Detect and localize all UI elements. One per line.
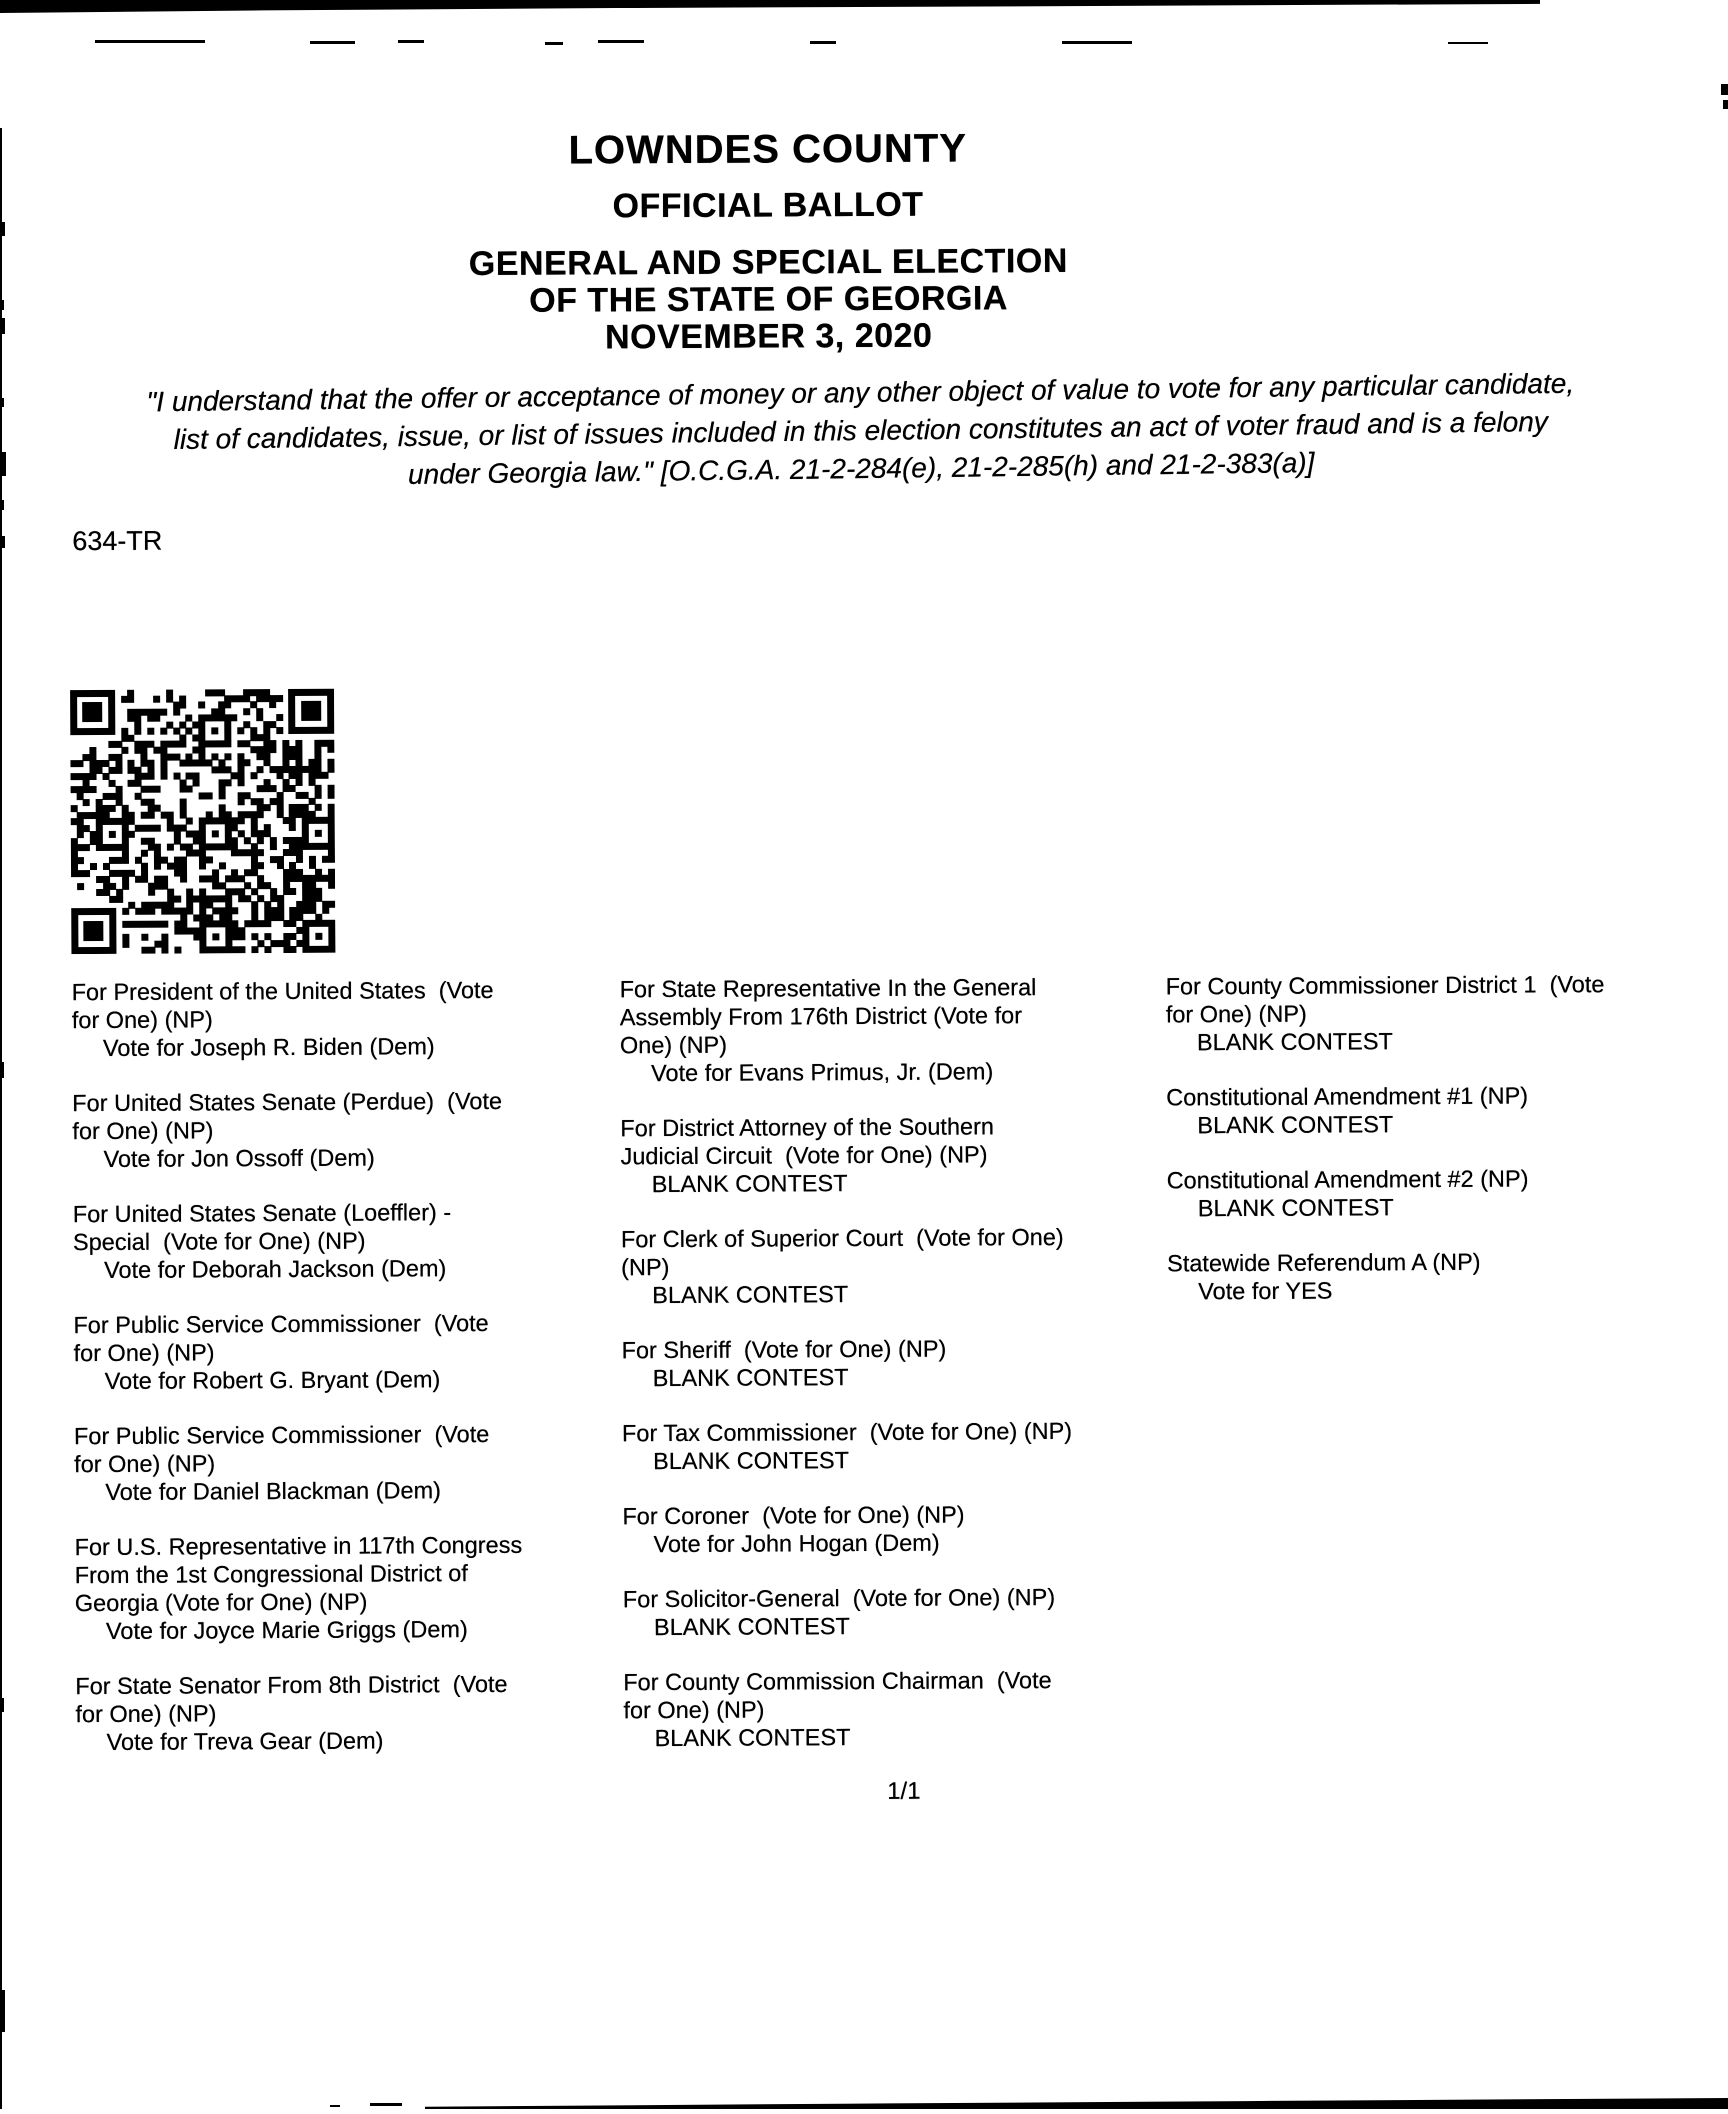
contest-selection: Vote for Evans Primus, Jr. (Dem)	[651, 1058, 994, 1087]
contest-title-line: For Coroner (Vote for One) (NP)	[622, 1501, 965, 1530]
contest-title-line: Special (Vote for One) (NP)	[72, 1227, 366, 1256]
contest-title-line: for One) (NP)	[73, 1339, 215, 1367]
disclaimer-line: "I understand that the offer or acceptance of money or any other object of value to vote for any particular candidate,	[146, 367, 1575, 418]
contest-selection: Vote for Jon Ossoff (Dem)	[103, 1144, 375, 1172]
contest	[622, 1499, 1174, 1558]
contest-selection: Vote for Robert G. Bryant (Dem)	[104, 1366, 441, 1394]
contest-selection: Vote for Joyce Marie Griggs (Dem)	[105, 1616, 468, 1644]
contest-selection: Vote for Treva Gear (Dem)	[106, 1727, 384, 1755]
disclaimer-line: under Georgia law." [O.C.G.A. 21-2-284(e), 21-2-285(h) and 21-2-383(a)]	[407, 447, 1315, 490]
election-title-line: GENERAL AND SPECIAL ELECTION	[468, 241, 1068, 284]
contest-title-line: (NP)	[621, 1254, 670, 1281]
contest-title-line: Constitutional Amendment #2 (NP)	[1166, 1165, 1529, 1194]
contest-title-line: For State Representative In the General	[619, 974, 1037, 1003]
contest-selection: Vote for Deborah Jackson (Dem)	[104, 1255, 447, 1283]
contest	[74, 1419, 630, 1506]
contest-title-line: For State Senator From 8th District (Vote	[75, 1670, 508, 1700]
contest-selection: Vote for Joseph R. Biden (Dem)	[102, 1033, 435, 1061]
contest-selection: BLANK CONTEST	[651, 1170, 848, 1198]
contest	[620, 1111, 1172, 1198]
ballot-type-title: OFFICIAL BALLOT	[612, 185, 924, 226]
contest-selection: BLANK CONTEST	[1197, 1194, 1394, 1222]
ballot-style-code: 634-TR	[72, 525, 163, 557]
contest	[621, 1222, 1173, 1309]
contest-column-3	[1166, 969, 1728, 1332]
contest-selection: BLANK CONTEST	[1196, 1028, 1393, 1056]
contest	[621, 1333, 1173, 1392]
contest-title-line: For Clerk of Superior Court (Vote for One)	[620, 1223, 1064, 1253]
contest-title-line: for One) (NP)	[623, 1696, 765, 1724]
contest	[72, 975, 628, 1062]
contest	[1166, 969, 1728, 1056]
contest-column-1	[72, 975, 632, 1783]
contest-title-line: For Tax Commissioner (Vote for One) (NP)	[621, 1417, 1073, 1447]
contest-selection: BLANK CONTEST	[653, 1447, 850, 1475]
contest-title-line: For Solicitor-General (Vote for One) (NP)	[622, 1584, 1056, 1613]
contest	[622, 1416, 1174, 1475]
contest	[620, 972, 1173, 1087]
contest-title-line: for One) (NP)	[72, 1117, 214, 1145]
contest	[72, 1086, 628, 1173]
contest-title-line: For Sheriff (Vote for One) (NP)	[621, 1335, 947, 1364]
contest-title-line: For Public Service Commissioner (Vote	[73, 1309, 489, 1339]
voter-fraud-disclaimer	[36, 363, 1685, 499]
contest-title-line: For District Attorney of the Southern	[620, 1113, 995, 1142]
contest-title-line: Statewide Referendum A (NP)	[1167, 1248, 1481, 1277]
contest-title-line: For U.S. Representative in 117th Congress	[74, 1531, 523, 1561]
contest-title-line: For United States Senate (Loeffler) -	[72, 1199, 452, 1228]
contest-selection: BLANK CONTEST	[653, 1613, 850, 1641]
contest	[73, 1308, 629, 1395]
contest-selection: BLANK CONTEST	[654, 1724, 851, 1752]
contest-title-line: Constitutional Amendment #1 (NP)	[1166, 1082, 1529, 1111]
contest	[623, 1665, 1175, 1752]
contest-title-line: For County Commission Chairman (Vote	[623, 1667, 1052, 1696]
election-title	[0, 240, 1541, 359]
contest-column-2	[620, 972, 1176, 1779]
contest-selection: BLANK CONTEST	[652, 1364, 849, 1392]
qr-code	[70, 689, 335, 954]
contest-title-line: For President of the United States (Vote	[71, 976, 494, 1006]
contest-selection: BLANK CONTEST	[652, 1281, 849, 1309]
contest-title-line: Georgia (Vote for One) (NP)	[74, 1588, 368, 1617]
contest-selection: BLANK CONTEST	[1197, 1111, 1394, 1139]
disclaimer-line: list of candidates, issue, or list of issues included in this election constitutes an act of voter fraud and is a felony	[173, 406, 1549, 456]
page-number: 1/1	[887, 1777, 921, 1805]
county-title: LOWNDES COUNTY	[568, 126, 968, 173]
contest-selection: Vote for Daniel Blackman (Dem)	[105, 1477, 441, 1505]
contest	[75, 1669, 631, 1756]
contest-title-line: From the 1st Congressional District of	[74, 1560, 468, 1589]
contest	[74, 1530, 631, 1645]
contest	[1166, 1080, 1728, 1139]
contest-title-line: for One) (NP)	[71, 1006, 213, 1034]
contest	[1167, 1163, 1728, 1222]
contest-title-line: One) (NP)	[619, 1031, 728, 1059]
contest	[623, 1582, 1175, 1641]
contest-title-line: For County Commissioner District 1 (Vote	[1165, 971, 1605, 1000]
election-title-line: NOVEMBER 3, 2020	[604, 316, 933, 357]
contest	[73, 1197, 629, 1284]
contest-title-line: for One) (NP)	[75, 1700, 217, 1728]
contest-title-line: For United States Senate (Perdue) (Vote	[72, 1087, 503, 1117]
contest-title-line: Assembly From 176th District (Vote for	[619, 1002, 1023, 1031]
contest-title-line: Judicial Circuit (Vote for One) (NP)	[620, 1141, 988, 1170]
ballot-header	[0, 124, 1541, 359]
contest-title-line: For Public Service Commissioner (Vote	[73, 1420, 490, 1450]
contest	[1167, 1246, 1728, 1305]
contest-title-line: for One) (NP)	[1165, 1000, 1307, 1028]
election-title-line: OF THE STATE OF GEORGIA	[529, 279, 1008, 320]
contest-selection: Vote for YES	[1198, 1277, 1333, 1305]
contest-selection: Vote for John Hogan (Dem)	[653, 1529, 940, 1558]
contest-title-line: for One) (NP)	[74, 1450, 216, 1478]
scan-artifact-right-mark	[1723, 100, 1728, 109]
